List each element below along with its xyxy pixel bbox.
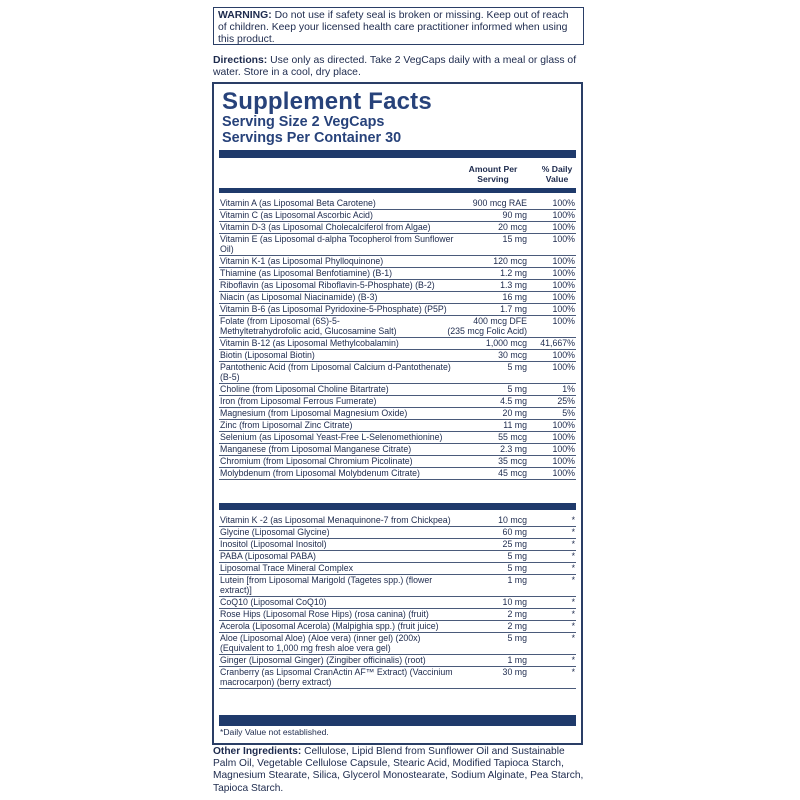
nutrient-daily-value: 100%: [552, 234, 575, 244]
nutrient-amount-value: 15 mg: [502, 234, 527, 244]
divider-thick-top: [219, 150, 576, 158]
other-ingredients-label: Other Ingredients:: [213, 746, 302, 757]
nutrient-amount-value: 2 mg: [507, 621, 527, 631]
nutrient-name: Acerola (Liposomal Acerola) (Malpighia spp.) (fruit juice): [220, 621, 439, 631]
nutrient-name: Rose Hips (Liposomal Rose Hips) (rosa canina) (fruit): [220, 609, 429, 619]
nutrient-amount: [455, 396, 527, 406]
nutrient-amount: [455, 304, 527, 314]
nutrient-amount-value: 35 mcg: [498, 456, 527, 466]
nutrient-row: [219, 233, 576, 256]
nutrient-amount-value: 11 mg: [503, 420, 527, 430]
nutrient-amount: [455, 198, 527, 208]
warning-text: Do not use if safety seal is broken or missing. Keep out of reach of children. Keep your licensed health care practitioner informed when using this product.: [218, 10, 569, 46]
nutrient-amount-value: 60 mg: [502, 527, 527, 537]
nutrient-amount-value: 45 mcg: [498, 468, 527, 478]
nutrient-daily-value: 100%: [552, 210, 575, 220]
nutrient-daily-value: 100%: [552, 316, 575, 326]
nutrient-daily-value: *: [571, 575, 575, 585]
col-header-amount: Amount Per Serving: [468, 164, 518, 184]
nutrient-amount: [455, 280, 527, 290]
nutrient-amount-note: (235 mcg Folic Acid): [447, 326, 527, 337]
nutrient-name: Inositol (Liposomal Inositol): [220, 539, 327, 549]
daily-value-footnote: *Daily Value not established.: [220, 727, 329, 737]
nutrient-name: Niacin (as Liposomal Niacinamide) (B-3): [220, 292, 378, 302]
nutrient-name: Vitamin B-12 (as Liposomal Methylcobalamin): [220, 338, 399, 348]
nutrient-name: Glycine (Liposomal Glycine): [220, 527, 330, 537]
nutrient-amount: [455, 384, 527, 394]
divider-header: [219, 188, 576, 193]
nutrient-amount-value: 30 mg: [502, 667, 527, 677]
nutrient-name: Chromium (from Liposomal Chromium Picolinate): [220, 456, 413, 466]
nutrient-amount: [455, 539, 527, 549]
nutrient-name: Magnesium (from Liposomal Magnesium Oxide): [220, 408, 408, 418]
directions: [213, 55, 585, 79]
nutrient-name: Molybdenum (from Liposomal Molybdenum Citrate): [220, 468, 420, 478]
nutrient-amount-value: 55 mcg: [498, 432, 527, 442]
nutrient-daily-value: 100%: [552, 432, 575, 442]
nutrient-name: Selenium (as Liposomal Yeast-Free L-Selenomethionine): [220, 432, 443, 442]
nutrient-amount-value: 10 mcg: [498, 515, 527, 525]
nutrient-amount-value: 1,000 mcg: [485, 338, 527, 348]
nutrient-name: Riboflavin (as Liposomal Riboflavin-5-Phosphate) (B-2): [220, 280, 435, 290]
divider-middle: [219, 503, 576, 510]
nutrient-daily-value: 100%: [552, 444, 575, 454]
nutrient-amount-value: 5 mg: [507, 551, 527, 561]
nutrient-amount: [455, 456, 527, 466]
nutrient-amount-value: 4.5 mg: [500, 396, 527, 406]
nutrient-amount-value: 30 mcg: [498, 350, 527, 360]
nutrient-amount-value: 1 mg: [507, 575, 527, 585]
nutrient-row: [219, 574, 576, 597]
nutrient-amount-value: 5 mg: [507, 362, 527, 372]
nutrient-daily-value: 100%: [552, 268, 575, 278]
nutrient-name: Vitamin B-6 (as Liposomal Pyridoxine-5-Phosphate) (P5P): [220, 304, 447, 314]
nutrient-amount: [455, 575, 527, 585]
nutrient-amount-value: 120 mcg: [493, 256, 527, 266]
nutrient-amount-value: 25 mg: [502, 539, 527, 549]
nutrient-name: Vitamin K -2 (as Liposomal Menaquinone-7 from Chickpea): [220, 515, 451, 525]
nutrient-daily-value: 41,667%: [540, 338, 575, 348]
nutrient-amount: [455, 444, 527, 454]
warning-box: [213, 7, 584, 45]
nutrient-name: Choline (from Liposomal Choline Bitartrate): [220, 384, 389, 394]
nutrient-daily-value: 100%: [552, 468, 575, 478]
nutrient-name: Pantothenic Acid (from Liposomal Calcium d-Pantothenate) (B-5): [220, 362, 451, 383]
nutrient-name: Liposomal Trace Mineral Complex: [220, 563, 353, 573]
nutrient-daily-value: *: [571, 551, 575, 561]
nutrient-daily-value: *: [571, 609, 575, 619]
nutrient-amount: [455, 515, 527, 525]
nutrient-daily-value: 100%: [552, 350, 575, 360]
nutrient-amount: [455, 234, 527, 244]
nutrient-amount-value: 20 mg: [502, 408, 527, 418]
facts-title: Supplement Facts: [222, 88, 432, 115]
nutrient-amount-value: 1.2 mg: [500, 268, 527, 278]
nutrient-amount: [419, 316, 527, 337]
nutrient-daily-value: 25%: [557, 396, 575, 406]
nutrient-daily-value: *: [571, 621, 575, 631]
nutrient-daily-value: *: [571, 515, 575, 525]
nutrient-row: [219, 666, 576, 689]
nutrient-amount: [455, 621, 527, 631]
nutrient-daily-value: *: [571, 633, 575, 643]
nutrient-daily-value: 5%: [562, 408, 575, 418]
nutrient-daily-value: *: [571, 667, 575, 677]
nutrient-name: Thiamine (as Liposomal Benfotiamine) (B-1): [220, 268, 393, 278]
supplement-facts-panel: [212, 82, 583, 745]
nutrient-amount-value: 5 mg: [507, 384, 527, 394]
other-ingredients-text: Cellulose, Lipid Blend from Sunflower Oil and Sustainable Palm Oil, Vegetable Cellulose Capsule, Stearic Acid, Modified Tapioca Starch, Magnesium Stearate, Silica, Glycerol Monostearate, Sodium Alginate, Pea Starch, Tapioca Starch.: [213, 746, 584, 794]
nutrient-amount-value: 400 mcg DFE: [473, 316, 527, 326]
nutrient-amount: [455, 420, 527, 430]
nutrient-name: Vitamin A (as Liposomal Beta Carotene): [220, 198, 376, 208]
nutrient-name: Manganese (from Liposomal Manganese Citrate): [220, 444, 412, 454]
nutrient-amount: [455, 350, 527, 360]
nutrient-amount: [455, 633, 527, 643]
col-header-dv: % Daily Value: [541, 164, 573, 184]
nutrient-amount-value: 20 mcg: [498, 222, 527, 232]
nutrient-amount: [455, 527, 527, 537]
nutrient-name: Vitamin K-1 (as Liposomal Phylloquinone): [220, 256, 384, 266]
nutrient-daily-value: 100%: [552, 256, 575, 266]
nutrient-amount: [455, 667, 527, 677]
directions-text: Use only as directed. Take 2 VegCaps daily with a meal or glass of water. Store in a cool, dry place.: [213, 55, 577, 79]
nutrient-amount: [455, 408, 527, 418]
nutrient-daily-value: *: [571, 527, 575, 537]
nutrient-name: CoQ10 (Liposomal CoQ10): [220, 597, 327, 607]
nutrient-daily-value: 1%: [562, 384, 575, 394]
nutrient-amount: [455, 268, 527, 278]
nutrient-amount: [455, 362, 527, 372]
directions-label: Directions:: [213, 55, 268, 66]
nutrient-amount: [455, 256, 527, 266]
nutrient-name: Aloe (Liposomal Aloe) (Aloe vera) (inner gel) (200x) (Equivalent to 1,000 mg fresh aloe vera gel): [220, 633, 421, 654]
nutrient-daily-value: 100%: [552, 420, 575, 430]
nutrient-amount-value: 1 mg: [507, 655, 527, 665]
serving-size: Serving Size 2 VegCaps: [222, 114, 385, 130]
nutrient-amount: [455, 609, 527, 619]
nutrient-amount-value: 16 mg: [502, 292, 527, 302]
nutrient-amount-value: 1.7 mg: [500, 304, 527, 314]
nutrient-daily-value: 100%: [552, 456, 575, 466]
nutrient-amount: [455, 551, 527, 561]
nutrient-name: Folate (from Liposomal (6S)-5-Methyltetrahydrofolic acid, Glucosamine Salt): [220, 316, 397, 337]
nutrient-amount-value: 1.3 mg: [500, 280, 527, 290]
nutrient-name: Cranberry (as Lipsomal CranActin AF™ Extract) (Vaccinium macrocarpon) (berry extract): [220, 667, 453, 688]
nutrient-amount-value: 900 mcg RAE: [472, 198, 527, 208]
nutrient-name: Vitamin C (as Liposomal Ascorbic Acid): [220, 210, 373, 220]
nutrient-amount: [455, 292, 527, 302]
servings-per-container: Servings Per Container 30: [222, 130, 402, 146]
nutrient-amount-value: 90 mg: [502, 210, 527, 220]
nutrient-name: PABA (Liposomal PABA): [220, 551, 316, 561]
nutrient-daily-value: 100%: [552, 198, 575, 208]
nutrient-amount: [455, 222, 527, 232]
nutrient-name: Lutein [from Liposomal Marigold (Tagetes spp.) (flower extract)]: [220, 575, 433, 596]
nutrient-row: [219, 467, 576, 480]
nutrient-daily-value: 100%: [552, 362, 575, 372]
nutrient-amount: [455, 468, 527, 478]
nutrient-daily-value: *: [571, 655, 575, 665]
nutrient-name: Vitamin D-3 (as Liposomal Cholecalciferol from Algae): [220, 222, 431, 232]
nutrient-amount: [455, 563, 527, 573]
nutrient-name: Biotin (Liposomal Biotin): [220, 350, 315, 360]
nutrient-daily-value: 100%: [552, 292, 575, 302]
nutrient-row: [219, 361, 576, 384]
nutrient-amount: [455, 432, 527, 442]
nutrient-amount: [455, 655, 527, 665]
nutrient-name: Vitamin E (as Liposomal d-alpha Tocopherol from Sunflower Oil): [220, 234, 454, 255]
nutrient-amount-value: 5 mg: [507, 633, 527, 643]
nutrient-row: [219, 632, 576, 655]
nutrient-amount: [455, 597, 527, 607]
nutrient-amount: [455, 338, 527, 348]
nutrient-name: Iron (from Liposomal Ferrous Fumerate): [220, 396, 377, 406]
other-ingredients: [213, 746, 588, 795]
nutrient-amount-value: 2 mg: [507, 609, 527, 619]
nutrient-daily-value: 100%: [552, 280, 575, 290]
nutrient-daily-value: *: [571, 597, 575, 607]
nutrient-name: Zinc (from Liposomal Zinc Citrate): [220, 420, 353, 430]
nutrient-name: Ginger (Liposomal Ginger) (Zingiber officinalis) (root): [220, 655, 426, 665]
divider-bottom: [219, 715, 576, 726]
nutrient-daily-value: 100%: [552, 304, 575, 314]
nutrient-daily-value: *: [571, 563, 575, 573]
nutrient-amount-value: 2.3 mg: [500, 444, 527, 454]
nutrient-amount: [455, 210, 527, 220]
nutrient-amount-value: 10 mg: [502, 597, 527, 607]
nutrient-row: [219, 315, 576, 338]
nutrient-daily-value: *: [571, 539, 575, 549]
warning-label: WARNING:: [218, 10, 272, 21]
nutrient-amount-value: 5 mg: [507, 563, 527, 573]
nutrient-daily-value: 100%: [552, 222, 575, 232]
